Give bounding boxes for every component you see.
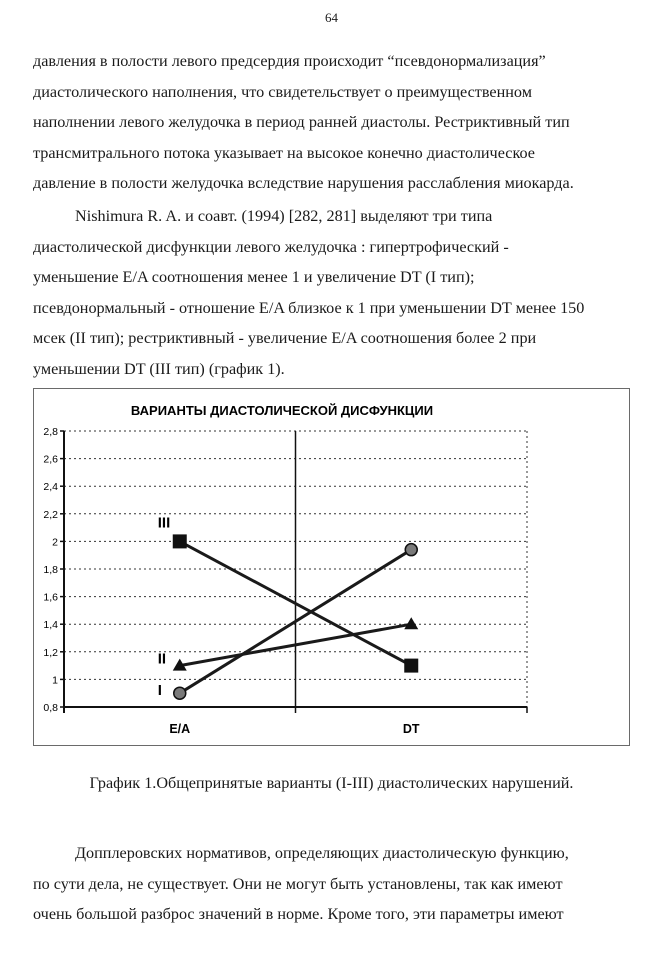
text-line: мсек (II тип); рестриктивный - увеличение E/A соотношения более 2 при (33, 329, 537, 347)
chart-figure (33, 388, 630, 746)
text-line: Допплеровских нормативов, определяющих диастолическую функцию, (75, 844, 569, 862)
series-label-III: III (157, 514, 171, 532)
text-line: Nishimura R. A. и соавт. (1994) [282, 281] выделяют три типа (75, 207, 493, 225)
y-tick-label: 1 (52, 674, 58, 687)
text-line: уменьшение E/A соотношения менее 1 и увеличение DT (I тип); (33, 268, 475, 286)
text-line: наполнении левого желудочка в период ранней диастолы. Рестриктивный тип (33, 113, 570, 131)
text-line: очень большой разброс значений в норме. Кроме того, эти параметры имеют (33, 905, 564, 923)
text-line: давление в полости желудочка вследствие нарушения расслабления миокарда. (33, 174, 574, 192)
chart-title: ВАРИАНТЫ ДИАСТОЛИЧЕСКОЙ ДИСФУНКЦИИ (130, 403, 434, 418)
y-tick-label: 2,6 (43, 453, 58, 466)
text-line: по сути дела, не существует. Они не могут быть установлены, так как имеют (33, 874, 563, 893)
y-tick-label: 1,6 (43, 591, 58, 604)
paragraph-3 (33, 838, 633, 930)
x-category-label: E/A (169, 722, 191, 736)
paragraph-1 (33, 46, 633, 199)
paragraph-2 (33, 201, 633, 384)
text-line: диастолической дисфункции левого желудочка : гипертрофический - (33, 237, 509, 256)
marker-circle (405, 544, 417, 556)
marker-circle (174, 687, 186, 699)
y-tick-label: 0,8 (43, 702, 58, 714)
y-tick-label: 2,2 (43, 508, 58, 521)
y-tick-label: 2 (52, 536, 58, 549)
text-line: трансмитрального потока указывает на высокое конечно диастолическое (33, 143, 535, 162)
marker-square (173, 534, 187, 548)
series-label-II: II (157, 650, 167, 668)
y-tick-label: 2,8 (43, 426, 58, 438)
y-tick-label: 1,8 (43, 564, 58, 576)
text-line: диастолического наполнения, что свидетельствует о преимущественном (33, 82, 532, 101)
text-line: уменьшении DT (III тип) (график 1). (33, 359, 285, 378)
text-line: давления в полости левого предсердия происходит “псевдонормализация” (33, 52, 546, 70)
y-tick-label: 2,4 (43, 481, 58, 494)
page-number: 64 (325, 10, 338, 25)
y-tick-label: 1,4 (43, 619, 58, 632)
chart (34, 389, 631, 747)
axes (60, 431, 527, 713)
y-tick-label: 1,2 (43, 646, 58, 659)
series-label-I: I (157, 682, 162, 700)
marker-triangle (404, 617, 418, 629)
x-category-label: DT (402, 722, 420, 736)
figure-caption: График 1.Общепринятые варианты (I-III) диастолических нарушений. (89, 774, 574, 792)
marker-square (404, 659, 418, 673)
text-line: псевдонормальный - отношение E/A близкое к 1 при уменьшении DT менее 150 (33, 298, 585, 317)
